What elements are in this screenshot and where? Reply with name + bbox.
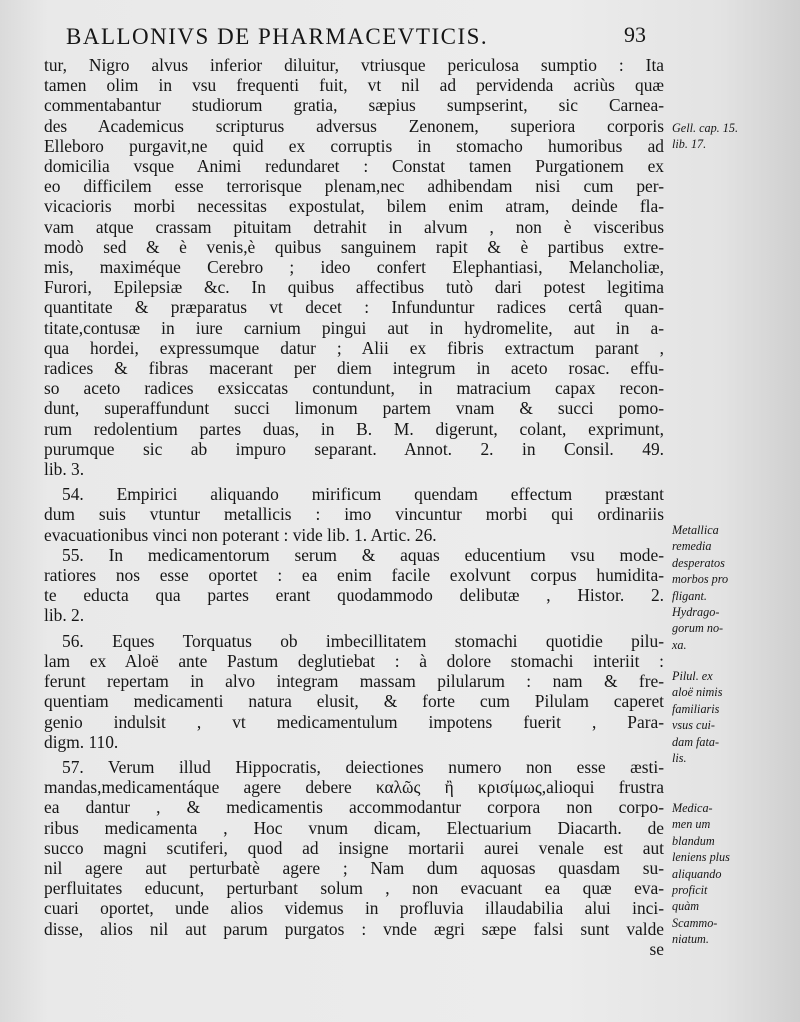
text-line: mis, maximéque Cerebro ; ideo confert Elephantiasi, Melancholiæ,: [44, 257, 664, 278]
margin-note-line: Scammo-: [672, 915, 718, 930]
text-line: genio indulsit , vt medicamentulum impotens fuerit , Para-: [44, 711, 664, 732]
text-line: disse, alios nil aut parum purgatos : vnde ægri sæpe falsi sunt valde: [44, 918, 664, 939]
text-line: lib. 3.: [44, 459, 85, 480]
text-line: titate,contusæ in iure carnium pingui aut in hydromelite, aut in a-: [44, 317, 664, 338]
margin-note-line: Gell. cap. 15.: [672, 121, 739, 135]
margin-note: [672, 522, 792, 604]
text-line: quentiam medicamenti natura elusit, & forte cum Pilulam caperet: [44, 691, 664, 712]
text-line: qua hordei, expressumque datur ; Alii ex fibris extractum parant ,: [44, 337, 664, 358]
margin-note-line: Hydrago-: [672, 605, 720, 619]
text-line: commentabantur studiorum gratia, sæpius sumpserint, sic Carnea-: [44, 95, 664, 116]
text-line: digm. 110.: [44, 731, 119, 752]
margin-note-line: aliquando: [672, 866, 722, 881]
text-line: 55. In medicamentorum serum & aquas educentium vsu mode-: [62, 544, 664, 565]
margin-note-line: Medica-: [672, 801, 713, 815]
margin-note-line: blandum: [672, 833, 715, 848]
margin-note-line: lis.: [672, 751, 687, 766]
margin-note-line: vsus cui-: [672, 718, 715, 733]
text-line: succo magni scutiferi, quod ad insigne mortarii aurei venale est aut: [44, 837, 664, 858]
text-line: mandas,medicamentáque agere debere καλῶς ἢ κρισίμως,alioqui frustra: [44, 777, 664, 798]
margin-note-line: gorum no-: [672, 621, 724, 636]
text-line: dunt, superaffundunt succi limonum partem vnam & succi pomo-: [44, 398, 664, 419]
margin-note: [672, 604, 792, 653]
text-line: tur, Nigro alvus inferior diluitur, vtriusque periculosa sumptio : Ita: [44, 55, 664, 75]
margin-note-line: Metallica: [672, 523, 719, 537]
text-line: nil agere aut perturbatè agere ; Nam dum aquosas quasdam su-: [44, 857, 664, 878]
text-line: quantitate & præparatus vt decet : Infunduntur radices certâ quan-: [44, 297, 664, 318]
running-title: BALLONIVS DE PHARMACEVTICIS.: [66, 24, 489, 49]
text-line: so aceto radices exsiccatas contundunt, in matracium capax recon-: [44, 378, 664, 399]
margin-note-line: desperatos: [672, 555, 725, 570]
text-line: eo difficilem esse terrorisque plenam,nec adhibendam nisi cum per-: [44, 176, 664, 197]
text-line: radices & fibras macerant per diem integrum in aceto rosac. effu-: [44, 358, 664, 379]
text-line: te educta qua partes erant quodammodo delibutæ , Histor. 2.: [44, 585, 664, 606]
text-line: Elleboro purgavit,ne quid ex corruptis in stomacho humoribus ad: [44, 135, 664, 156]
margin-note-line: fligant.: [672, 588, 707, 603]
margin-note-line: familiaris: [672, 701, 720, 716]
page-number: 93: [624, 22, 646, 47]
text-line: tamen olim in vsu frequenti fuit, vt nil ad pervidenda acriùs quæ: [44, 75, 664, 96]
margin-note-line: xa.: [672, 637, 687, 652]
text-line: des Academicus scripturus adversus Zenonem, superiora corporis: [44, 115, 664, 136]
margin-note-line: proficit: [672, 883, 708, 898]
text-line: perfluitates educunt, perturbant solum , non evacuant ea quæ eva-: [44, 878, 664, 899]
text-line: 56. Eques Torquatus ob imbecillitatem stomachi quotidie pilu-: [62, 630, 664, 651]
text-line: Furori, Epilepsiæ &c. In quibus affectibus tutò dari potest legitima: [44, 277, 664, 298]
margin-note-line: niatum.: [672, 932, 709, 947]
margin-note: [672, 120, 792, 153]
text-line: domicilia vsque Animi redundaret : Constat tamen Purgationem ex: [44, 156, 664, 177]
text-line: ratiores nos esse oportet : ea enim facile exolvunt corpus humidita-: [44, 565, 664, 586]
text-line: evacuationibus vinci non poterant : vide lib. 1. Artic. 26.: [44, 524, 437, 545]
text-line: modò sed & è venis,è quibus sanguinem rapit & è partibus extre-: [44, 236, 664, 257]
text-line: ferunt repertam in alvo integram massam pilularum : nam & fre-: [44, 671, 664, 692]
margin-note: [672, 800, 792, 948]
text-line: dum suis vtuntur metallicis : imo vincuntur morbi qui ordinariis: [44, 504, 664, 525]
body-text: [44, 55, 664, 959]
margin-note-line: leniens plus: [672, 850, 730, 865]
margin-note: [672, 668, 792, 766]
text-line: 54. Empirici aliquando mirificum quendam effectum præstant: [62, 484, 664, 505]
margin-note-line: lib. 17.: [672, 137, 707, 152]
text-line: vicacioris morbi necessitas expostulat, bilem enim atram, deinde fla-: [44, 196, 664, 217]
text-line: ea dantur , & medicamentis accommodantur corpora non corpo-: [44, 797, 664, 818]
text-line: 57. Verum illud Hippocratis, deiectiones numero non esse æsti-: [62, 756, 664, 777]
text-line: ribus medicamenta , Hoc vnum dicam, Electuarium Diacarth. de: [44, 817, 664, 838]
text-line: lam ex Aloë ante Pastum deglutiebat : à dolore stomachi interiit :: [44, 650, 664, 671]
text-line: purumque sic ab impuro separant. Annot. 2. in Consil. 49.: [44, 438, 664, 459]
margin-note-line: morbos pro: [672, 572, 729, 587]
text-line: vam atque crassam pituitam detrahit in alvum , non è visceribus: [44, 216, 664, 237]
margin-note-line: remedia: [672, 539, 712, 554]
margin-note-line: men um: [672, 817, 711, 832]
margin-note-line: quàm: [672, 899, 700, 914]
margin-note-line: aloë nimis: [672, 685, 723, 700]
text-line: cuari oportet, unde alios videmus in profluvia illaudabilia alui inci-: [44, 898, 664, 919]
running-head: [66, 24, 646, 50]
margin-note-line: Pilul. ex: [672, 669, 713, 683]
text-line: se: [649, 938, 664, 959]
text-line: lib. 2.: [44, 605, 85, 626]
margin-note-line: dam fata-: [672, 734, 720, 749]
text-line: rum redolentium partes duas, in B. M. digerunt, colant, exprimunt,: [44, 418, 664, 439]
